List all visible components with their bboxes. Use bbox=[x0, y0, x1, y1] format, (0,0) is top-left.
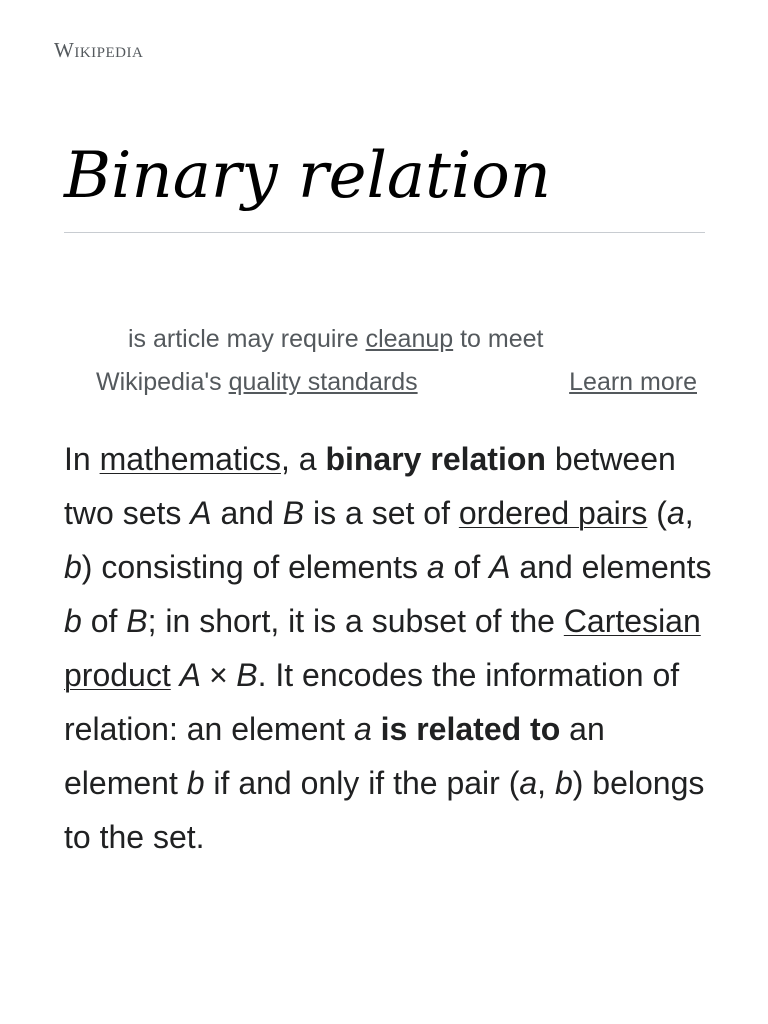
variable: b bbox=[64, 603, 82, 639]
text: , a bbox=[280, 441, 326, 477]
text: and bbox=[211, 495, 283, 531]
quality-standards-link[interactable]: quality standards bbox=[228, 368, 418, 396]
text: of bbox=[81, 603, 127, 639]
title-divider bbox=[64, 232, 705, 233]
notice-text: to meet bbox=[453, 325, 544, 353]
text bbox=[171, 657, 180, 693]
cleanup-notice-banner bbox=[64, 320, 706, 410]
term-is-related-to: is related to bbox=[380, 711, 561, 747]
page-header bbox=[54, 38, 143, 63]
variable: B bbox=[282, 495, 305, 531]
text: an element bbox=[64, 711, 605, 801]
lead-paragraph bbox=[64, 432, 714, 864]
text: ) belongs to the set. bbox=[64, 765, 705, 855]
text: if and only if the pair ( bbox=[204, 765, 520, 801]
text: ( bbox=[647, 495, 667, 531]
notice-line-1 bbox=[128, 325, 543, 354]
cleanup-link[interactable]: cleanup bbox=[365, 325, 454, 353]
text bbox=[372, 711, 381, 747]
notice-text: is article may require bbox=[128, 325, 366, 353]
variable: b bbox=[64, 549, 82, 585]
wikipedia-wordmark-link[interactable]: Wikipedia bbox=[54, 38, 144, 62]
expression: A × B bbox=[179, 657, 258, 693]
variable: a bbox=[519, 765, 538, 801]
text: In bbox=[64, 441, 100, 477]
notice-text: Wikipedia's bbox=[96, 368, 229, 396]
text: , bbox=[684, 495, 694, 531]
text: ) consisting of elements bbox=[81, 549, 427, 585]
page-title: Binary relation bbox=[64, 139, 551, 213]
text: is a set of bbox=[304, 495, 459, 531]
variable: b bbox=[186, 765, 205, 801]
text: , bbox=[537, 765, 555, 801]
text: . It encodes the information of relation: an element bbox=[64, 657, 680, 747]
variable: a bbox=[666, 495, 685, 531]
term-binary-relation: binary relation bbox=[325, 441, 546, 477]
variable: A bbox=[190, 495, 212, 531]
variable: b bbox=[554, 765, 573, 801]
text: ; in short, it is a subset of the bbox=[147, 603, 564, 639]
learn-more-link[interactable]: Learn more bbox=[569, 368, 697, 396]
variable: a bbox=[426, 549, 445, 585]
mathematics-link[interactable]: mathematics bbox=[99, 441, 281, 477]
text: of bbox=[444, 549, 490, 585]
cartesian-product-link[interactable]: Cartesian product bbox=[64, 603, 701, 693]
ordered-pairs-link[interactable]: ordered pairs bbox=[458, 495, 648, 531]
text: between two sets bbox=[64, 441, 676, 531]
text: and elements bbox=[510, 549, 712, 585]
variable: a bbox=[353, 711, 372, 747]
variable: B bbox=[126, 603, 148, 639]
notice-line-2 bbox=[96, 368, 445, 397]
variable: A bbox=[489, 549, 511, 585]
